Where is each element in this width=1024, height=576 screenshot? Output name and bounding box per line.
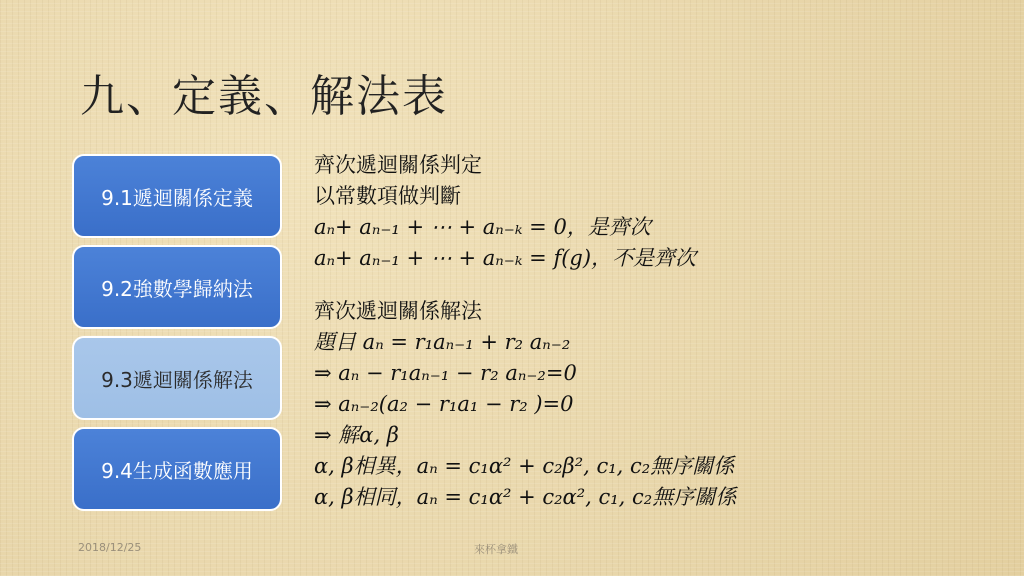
nav-item-9-2[interactable]: 9.2強數學歸納法 bbox=[72, 245, 282, 329]
nav-item-9-4[interactable]: 9.4生成函數應用 bbox=[72, 427, 282, 511]
footer-date: 2018/12/25 bbox=[78, 541, 142, 554]
content-line: 以常數項做判斷 bbox=[314, 184, 461, 208]
equation-line: α, β相同，aₙ = c₁α² + c₂α², c₁, c₂無序關係 bbox=[314, 485, 737, 509]
slide-title: 九、定義、解法表 bbox=[80, 71, 448, 122]
equation-line: aₙ+ aₙ₋₁ + ⋯ + aₙ₋ₖ = f(g)，不是齊次 bbox=[314, 246, 697, 270]
content-area bbox=[314, 150, 994, 513]
spacer bbox=[314, 274, 994, 296]
homogeneous-determination-block bbox=[314, 150, 994, 274]
content-line: 齊次遞迴關係判定 bbox=[314, 153, 482, 177]
footer-author: 來杯拿鐵 bbox=[474, 543, 518, 556]
section-nav bbox=[72, 154, 282, 518]
equation-line: ⇒ aₙ₋₂(a₂ − r₁a₁ − r₂ )=0 bbox=[314, 392, 574, 416]
equation-line: ⇒ aₙ − r₁aₙ₋₁ − r₂ aₙ₋₂=0 bbox=[314, 361, 577, 385]
equation-line: α, β相異，aₙ = c₁α² + c₂β², c₁, c₂無序關係 bbox=[314, 454, 735, 478]
equation-line: aₙ+ aₙ₋₁ + ⋯ + aₙ₋ₖ = 0，是齊次 bbox=[314, 215, 651, 239]
homogeneous-solution-block bbox=[314, 296, 994, 513]
nav-item-9-1[interactable]: 9.1遞迴關係定義 bbox=[72, 154, 282, 238]
equation-line: ⇒ 解α, β bbox=[314, 423, 399, 447]
equation-line: 題目 aₙ = r₁aₙ₋₁ + r₂ aₙ₋₂ bbox=[314, 330, 571, 354]
content-line: 齊次遞迴關係解法 bbox=[314, 299, 482, 323]
nav-item-9-3[interactable]: 9.3遞迴關係解法 bbox=[72, 336, 282, 420]
